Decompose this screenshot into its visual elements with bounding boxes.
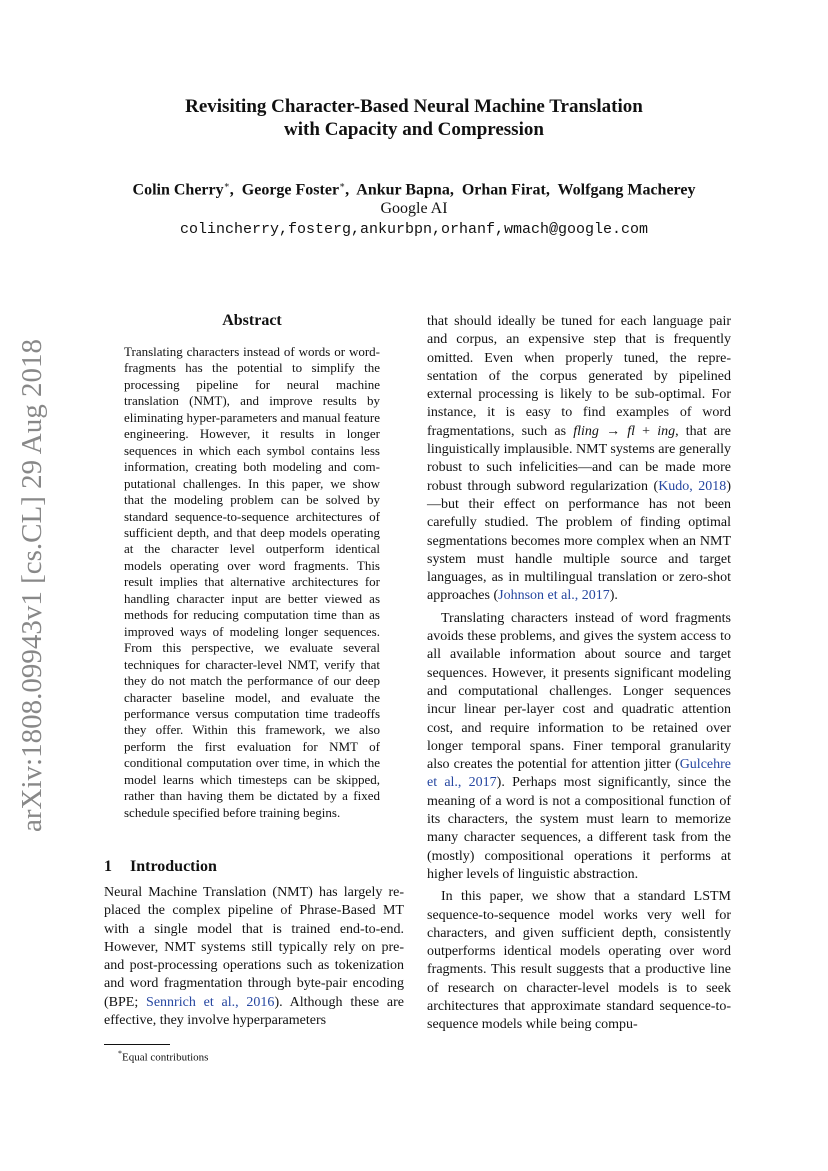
citation-link[interactable]: Johnson et al., 2017 xyxy=(498,588,610,604)
author-name: Wolfgang Macherey xyxy=(557,181,696,199)
paper-title xyxy=(110,95,718,141)
citation-link[interactable]: Gulcehre et al., 2017 xyxy=(427,757,731,791)
paragraph xyxy=(427,313,731,606)
paragraph-text: , that are linguistically implausible. NMT systems are generally robust to such infelicities—and can be made more robust through subword regularization ( xyxy=(427,423,731,494)
paragraph-text: ). Although these are effective, they involve hyperparameters xyxy=(104,994,404,1029)
arxiv-identifier: arXiv:1808.09943v1 [cs.CL] 29 Aug 2018 xyxy=(16,339,48,832)
footnote-text: Equal contributions xyxy=(122,1051,209,1064)
section-title: Introduction xyxy=(130,858,217,875)
section-number: 1 xyxy=(104,858,112,875)
author-name: Colin Cherry xyxy=(132,181,224,199)
introduction-paragraph xyxy=(104,884,404,1030)
paragraph-text: Translating characters instead of word fragments avoids these problems, and gives the system access to all available information about source and target sequences. However, it presents significant modeling and computational challenges. Longer sequences incur linear per-layer cost and quadratic attention cost, and require information to be retained over longer temporal spans. Finer temporal granularity also creates the potential for attention jitter ( xyxy=(427,610,731,773)
example-word: fling xyxy=(573,423,599,439)
author-name: Orhan Firat xyxy=(461,181,546,199)
author-name: Ankur Bapna xyxy=(356,181,450,199)
title-line-2: with Capacity and Compression xyxy=(284,119,544,140)
paragraph-text: )—but their effect on performance has not been carefully studied. The problem of finding optimal segmentations becomes more complex when an NMT system must handle multiple source and target languages, as in multilingual translation or zero-shot approaches ( xyxy=(427,478,731,604)
equal-contribution-mark: ∗ xyxy=(223,180,230,190)
plus-symbol: + xyxy=(635,423,658,439)
arrow-symbol: → xyxy=(598,423,628,439)
example-fragment: fl xyxy=(627,423,636,439)
section-heading-introduction xyxy=(104,858,217,876)
affiliation: Google AI xyxy=(380,200,448,217)
citation-link[interactable]: Sennrich et al., 2016 xyxy=(146,994,275,1010)
abstract-heading: Abstract xyxy=(222,312,282,329)
footnote-rule xyxy=(104,1044,170,1045)
paragraph-text: ). xyxy=(609,588,618,604)
right-column xyxy=(427,313,731,1035)
footnote-mark: * xyxy=(118,1049,122,1058)
paragraph-text: Neural Machine Translation (NMT) has largely replaced the complex pipeline of Phrase-Based MT with a single model that is trained end-to-end. However, NMT systems still typically rely on pre- and post-processing operations such as tokenization and word fragmentation through byte-pair encoding (BPE; xyxy=(104,885,404,1010)
author-name: George Foster xyxy=(241,181,340,199)
footnote xyxy=(118,1049,208,1064)
equal-contribution-mark: ∗ xyxy=(339,180,346,190)
paragraph: In this paper, we show that a standard LSTM sequence-to-sequence model works very well for characters, and given sufficient depth, consistently outperforms identical models operating over word fragments. This result suggests that a productive line of research on character-level models is to seek architectures that approximate standard sequence-to-sequence models while being compu- xyxy=(427,889,731,1033)
citation-link[interactable]: Kudo, 2018 xyxy=(658,478,727,494)
abstract-body: Translating characters instead of words or word-fragments has the potential to simplify the processing pipeline for neural machine translation (NMT), and improve results by eliminating hyper-parameters and manual feature engineering. However, it results in longer sequences in which each symbol contains less information, creating both modeling and computational challenges. In this paper, we show that the modeling problem can be solved by standard sequence-to-sequence architectures of sufficient depth, and that deep models operating at the character level outperform identical models operating over word fragments. This result implies that alternative architectures for handling character input are better viewed as methods for reducing computation time than as improved ways of modeling longer sequences. From this perspective, we evaluate several techniques for character-level NMT, verify that they do not match the performance of our deep character baseline model, and evaluate the performance versus computation time tradeoffs they offer. Within this framework, we also perform the first evaluation for NMT of conditional computation over time, in which the model learns which timesteps can be skipped, rather than having them be dictated by a fixed schedule specified before training begins. xyxy=(124,344,381,820)
paragraph xyxy=(427,610,731,884)
title-line-1: Revisiting Character-Based Neural Machine Translation xyxy=(185,96,643,117)
author-emails: colincherry,fosterg,ankurbpn,orhanf,wmach@google.com xyxy=(179,221,649,238)
example-fragment: ing xyxy=(657,423,676,439)
paragraph-text: that should ideally be tuned for each language pair and corpus, an expensive step that is frequently omitted. Even when properly tuned, the representation of the corpus generated by pipelined external processing is likely to be sub-optimal. For instance, it is easy to find examples of word fragmentations, such as xyxy=(427,314,731,439)
author-list: Colin Cherry∗, George Foster∗, Ankur Bapna, Orhan Firat, Wolfgang Macherey xyxy=(132,180,696,199)
paragraph-text: ). Perhaps most significantly, since the meaning of a word is not a compositional function of its characters, the system must learn to memorize many character sequences, a different task from the (mostly) compositional operations it performs at higher levels of linguistic abstraction. xyxy=(427,775,731,882)
